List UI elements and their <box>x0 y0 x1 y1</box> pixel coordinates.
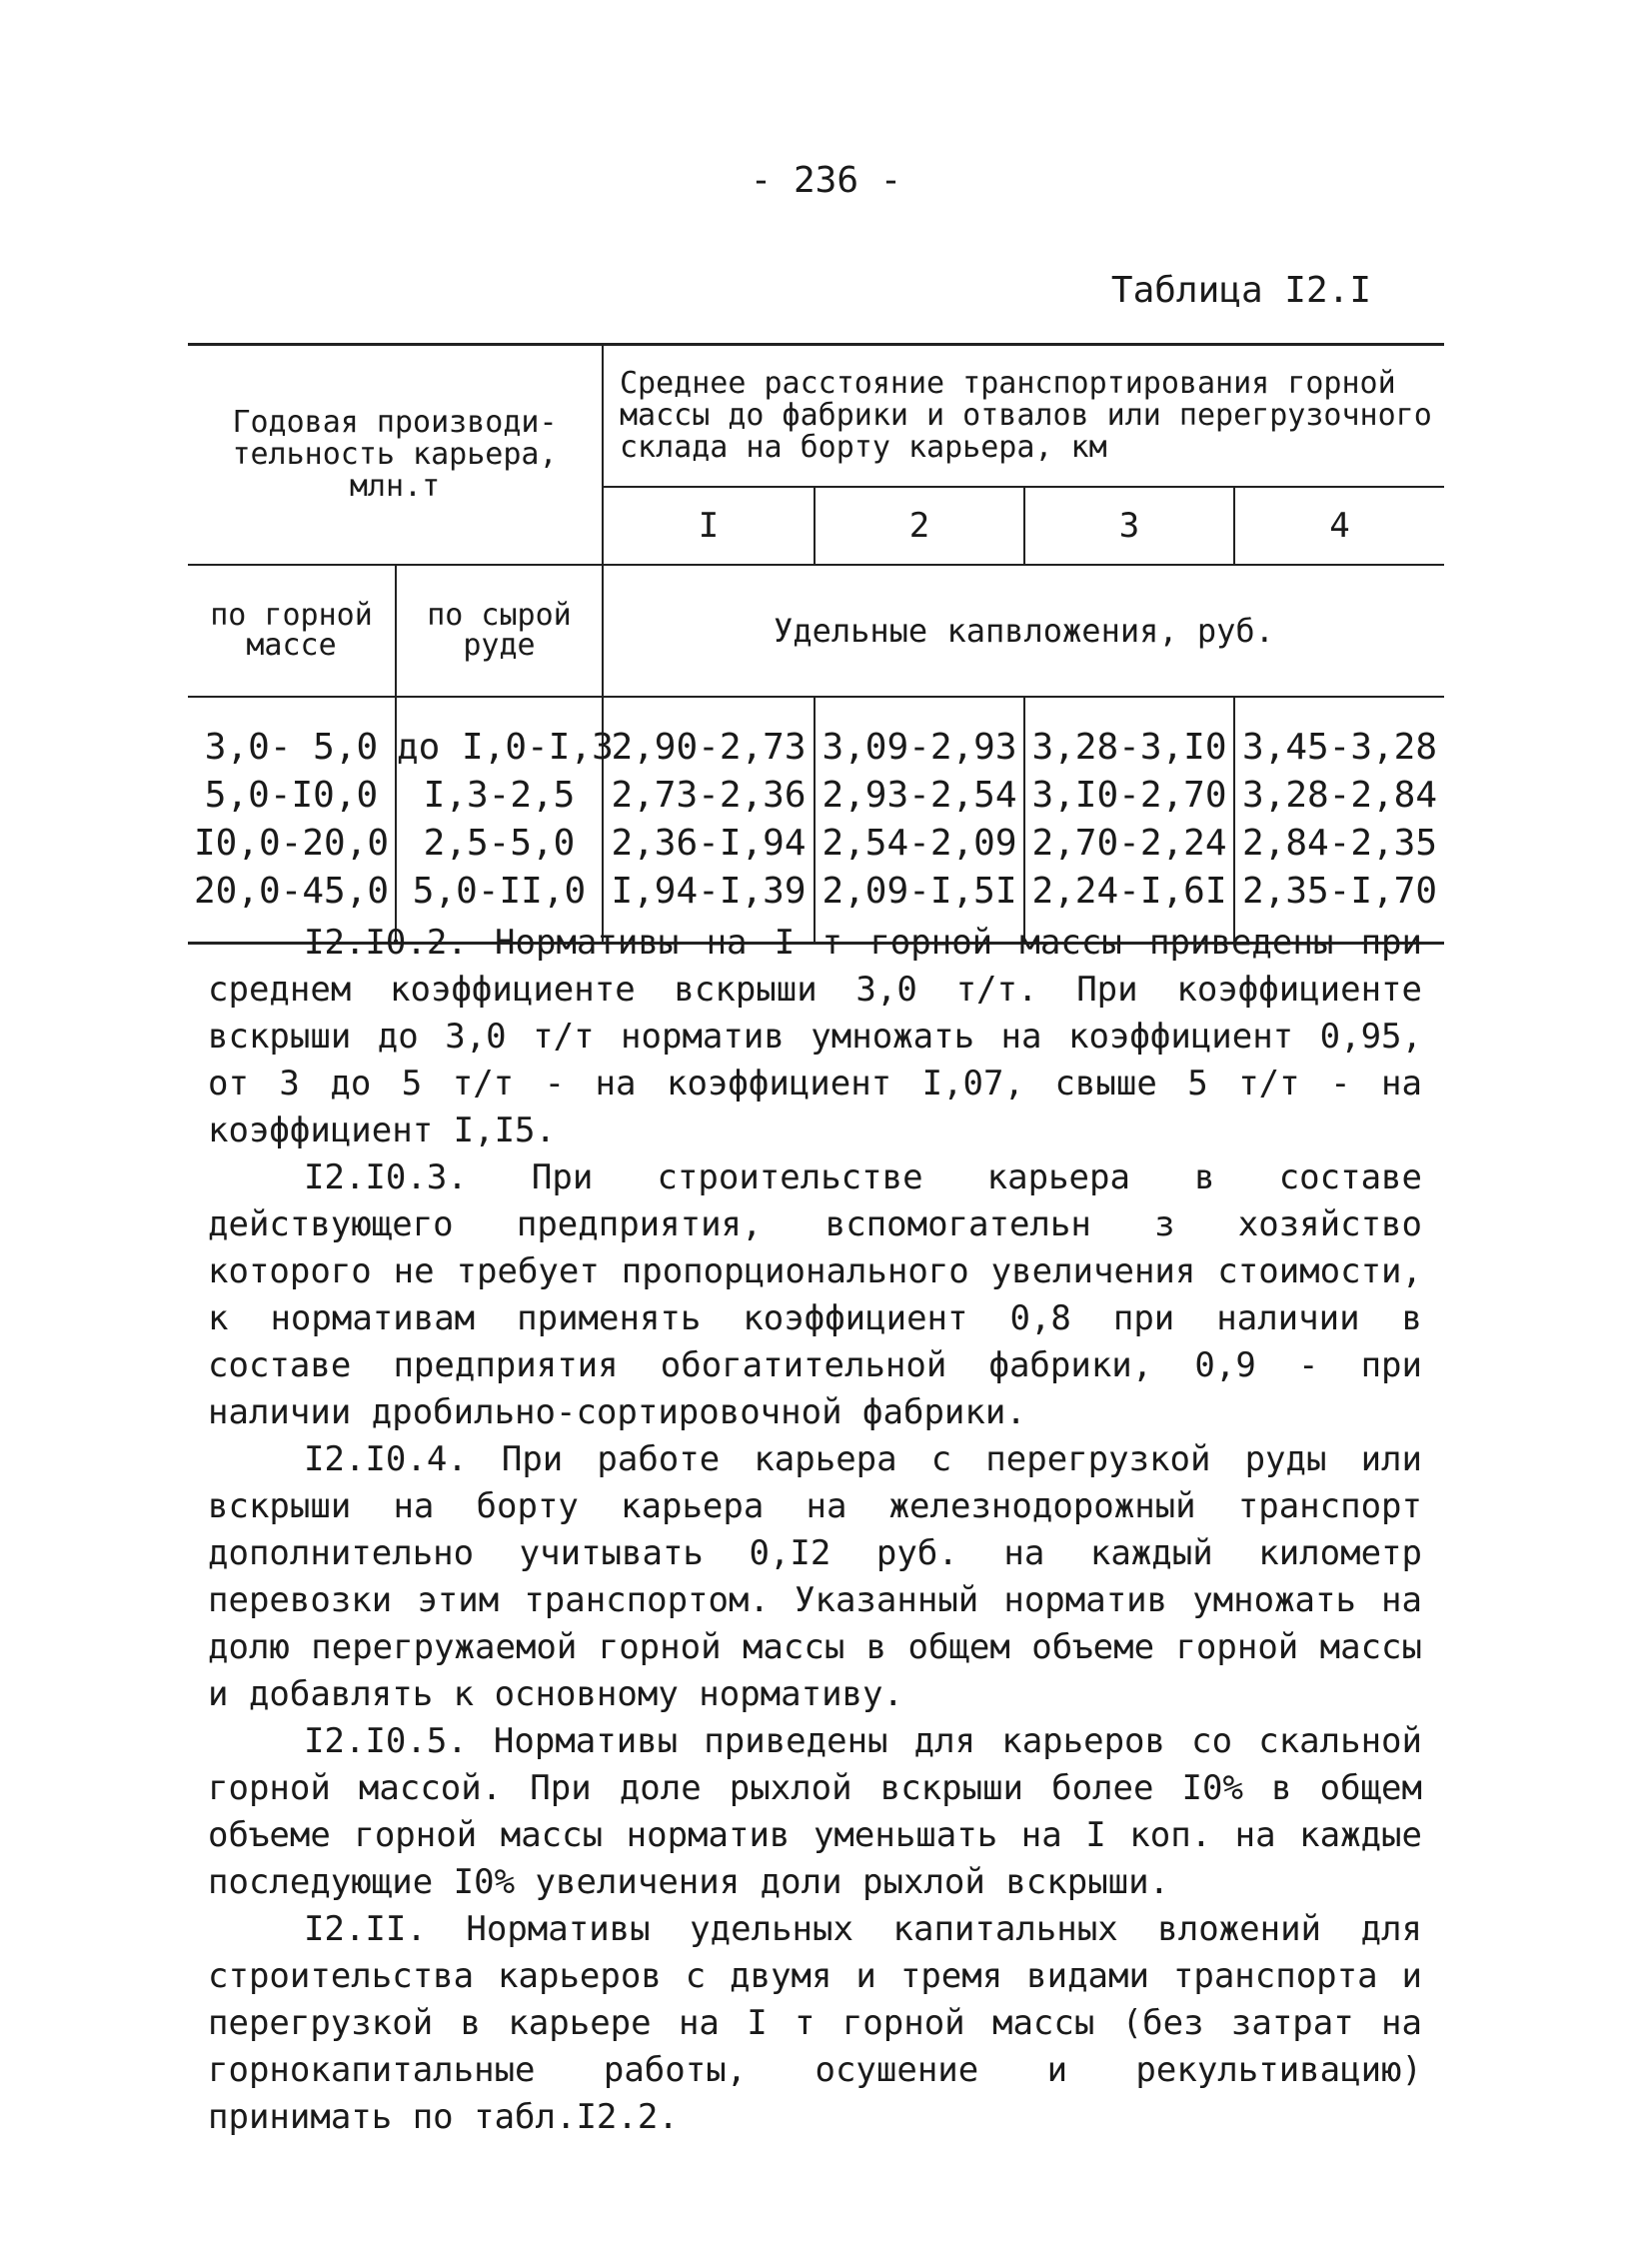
paragraph-12-10-2: I2.I0.2. Нормативы на I т горной массы приведены при среднем коэффициенте вскрыши 3,0 т/т. При коэффициенте вскрыши до 3,0 т/т норматив умножать на коэффициент 0,95, от 3 до 5 т/т - на коэффициент I,07, свыше 5 т/т - на коэффициент I,I5. <box>208 923 1422 1150</box>
cell: до I,0-I,3 <box>396 697 603 772</box>
cell: 3,28-2,84 <box>1241 775 1438 816</box>
table-caption: Таблица I2.I <box>1110 270 1371 311</box>
cell: 20,0-45,0 <box>188 868 396 944</box>
cell: 2,84-2,35 <box>1241 823 1438 864</box>
cell: 2,70-2,24 <box>1024 820 1234 868</box>
distance-header-3: 3 <box>1024 487 1234 565</box>
paragraph-12-11: I2.II. Нормативы удельных капитальных вложений для строительства карьеров с двумя и тремя видами транспорта и перегрузкой в карьере на I т горной массы (без затрат на горнокапитальные работы, осушение и рекультивацию) принимать по табл.I2.2. <box>208 1909 1422 2137</box>
page-number: - 236 - <box>750 160 902 201</box>
cell: I,3-2,5 <box>396 772 603 820</box>
cell: 5,0-II,0 <box>396 868 603 944</box>
cell: 5,0-I0,0 <box>188 772 396 820</box>
cell: 2,36-I,94 <box>603 820 815 868</box>
table-row <box>188 820 1444 868</box>
body-text <box>208 920 1422 2141</box>
cell: 2,35-I,70 <box>1241 871 1438 912</box>
subheader-gornaya-massa: по горной массе <box>188 565 396 697</box>
paragraph-12-10-5: I2.I0.5. Нормативы приведены для карьеров со скальной горной массой. При доле рыхлой вскрыши более I0% в общем объеме горной массы норматив уменьшать на I коп. на каждые последующие I0% увеличения доли рыхлой вскрыши. <box>208 1721 1422 1902</box>
cell: 3,I0-2,70 <box>1024 772 1234 820</box>
unit-label: Удельные капвложения, руб. <box>603 565 1444 697</box>
subheader-syraya-ruda: по сырой руде <box>396 565 603 697</box>
cell: I0,0-20,0 <box>188 820 396 868</box>
table-row <box>188 697 1444 772</box>
distance-header-2: 2 <box>815 487 1024 565</box>
cell: 2,5-5,0 <box>396 820 603 868</box>
cell: 2,90-2,73 <box>603 697 815 772</box>
cell: 3,28-3,I0 <box>1024 697 1234 772</box>
cell: 2,73-2,36 <box>603 772 815 820</box>
paragraph-12-10-4: I2.I0.4. При работе карьера с перегрузкой руды или вскрыши на борту карьера на железнодорожный транспорт дополнительно учитывать 0,I2 руб. на каждый километр перевозки этим транспортом. Указанный норматив умножать на долю перегружаемой горной массы в общем объеме горной массы и добавлять к основному нормативу. <box>208 1439 1422 1714</box>
cell: 2,54-2,09 <box>815 820 1024 868</box>
cell: 2,24-I,6I <box>1024 868 1234 944</box>
header-transport-distance: Среднее расстояние транспортирования горной массы до фабрики и отвалов или перегрузочного склада на борту карьера, км <box>603 345 1444 488</box>
table-row <box>188 772 1444 820</box>
cell: I,94-I,39 <box>603 868 815 944</box>
cell: 3,0- 5,0 <box>188 697 396 772</box>
cell: 3,09-2,93 <box>815 697 1024 772</box>
cell: 2,93-2,54 <box>815 772 1024 820</box>
paragraph-12-10-3: I2.I0.3. При строительстве карьера в составе действующего предприятия, вспомогательн з хозяйство которого не требует пропорционального увеличения стоимости, к нормативам применять коэффициент 0,8 при наличии в составе предприятия обогатительной фабрики, 0,9 - при наличии дробильно-сортировочной фабрики. <box>208 1157 1422 1432</box>
cell: 3,45-3,28 <box>1241 727 1438 768</box>
header-annual-capacity: Годовая производи-тельность карьера, млн.т <box>188 345 603 566</box>
distance-header-1: I <box>603 487 815 565</box>
table-12-1 <box>188 343 1444 945</box>
cell: 2,09-I,5I <box>815 868 1024 944</box>
distance-header-4: 4 <box>1234 487 1444 565</box>
